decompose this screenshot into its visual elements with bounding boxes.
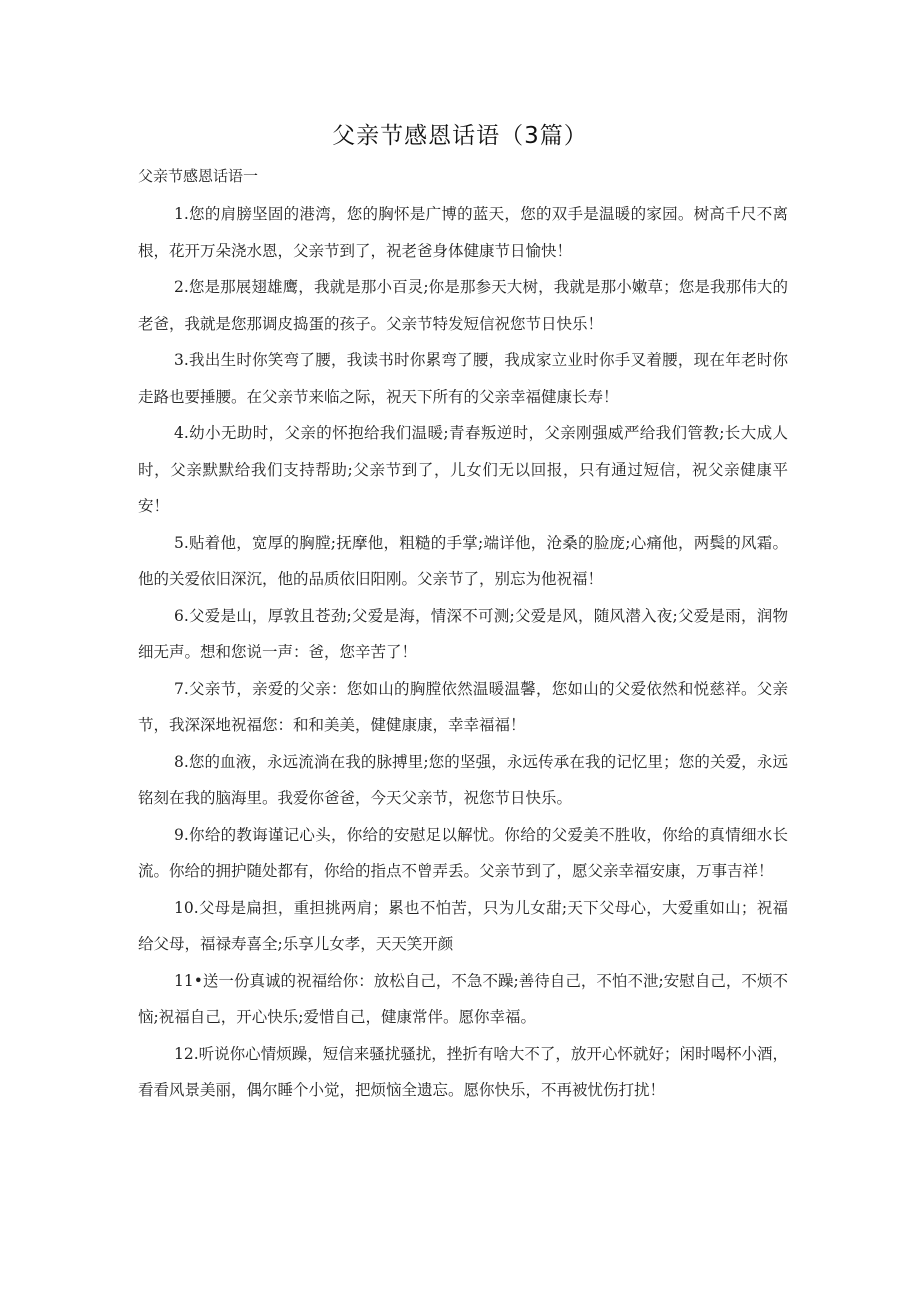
- paragraph-9: 9.你给的教诲谨记心头，你给的安慰足以解忧。你给的父爱美不胜收，你给的真情细水长流。你给的拥护随处都有，你给的指点不曾弄丢。父亲节到了，愿父亲幸福安康，万事吉祥！: [138, 825, 788, 880]
- paragraph-7: 7.父亲节，亲爱的父亲：您如山的胸膛依然温暖温馨，您如山的父爱依然和悦慈祥。父亲节，我深深地祝福您：和和美美，健健康康，幸幸福福！: [138, 679, 788, 734]
- paragraph-3: 3.我出生时你笑弯了腰，我读书时你累弯了腰，我成家立业时你手叉着腰，现在年老时你走路也要捶腰。在父亲节来临之际，祝天下所有的父亲幸福健康长寿！: [138, 351, 788, 406]
- paragraph-11: 11•送一份真诚的祝福给你：放松自己，不急不躁;善待自己，不怕不泄;安慰自己，不烦不恼;祝福自己，开心快乐;爱惜自己，健康常伴。愿你幸福。: [138, 971, 788, 1026]
- paragraph-10: 10.父母是扁担，重担挑两肩；累也不怕苦，只为儿女甜;天下父母心，大爱重如山；祝福给父母，福禄寿喜全;乐享儿女孝，天天笑开颜: [138, 898, 788, 953]
- paragraph-4: 4.幼小无助时，父亲的怀抱给我们温暖;青春叛逆时，父亲刚强威严给我们管教;长大成人时，父亲默默给我们支持帮助;父亲节到了，儿女们无以回报，只有通过短信，祝父亲健康平安！: [138, 424, 788, 515]
- paragraph-12: 12.听说你心情烦躁，短信来骚扰骚扰，挫折有啥大不了，放开心怀就好；闲时喝杯小酒，看看风景美丽，偶尔睡个小觉，把烦恼全遗忘。愿你快乐，不再被忧伤打扰！: [138, 1044, 788, 1099]
- paragraph-1: 1.您的肩膀坚固的港湾，您的胸怀是广博的蓝天，您的双手是温暖的家园。树高千尺不离根，花开万朵浇水恩，父亲节到了，祝老爸身体健康节日愉快！: [138, 205, 788, 260]
- paragraph-5: 5.贴着他，宽厚的胸膛;抚摩他，粗糙的手掌;端详他，沧桑的脸庞;心痛他，两鬓的风霜。他的关爱依旧深沉，他的品质依旧阳刚。父亲节了，别忘为他祝福！: [138, 533, 788, 588]
- document-title: 父亲节感恩话语（3篇）: [332, 123, 588, 149]
- document-body: [138, 196, 788, 1109]
- paragraph-6: 6.父爱是山，厚敦且苍劲;父爱是海，情深不可测;父爱是风，随风潜入夜;父爱是雨，润物细无声。想和您说一声：爸，您辛苦了！: [138, 606, 788, 661]
- paragraph-8: 8.您的血液，永远流淌在我的脉搏里;您的坚强，永远传承在我的记忆里；您的关爱，永远铭刻在我的脑海里。我爱你爸爸，今天父亲节，祝您节日快乐。: [138, 752, 788, 807]
- section-heading: 父亲节感恩话语一: [138, 167, 259, 185]
- paragraph-2: 2.您是那展翅雄鹰，我就是那小百灵;你是那参天大树，我就是那小嫩草；您是我那伟大的老爸，我就是您那调皮捣蛋的孩子。父亲节特发短信祝您节日快乐！: [138, 278, 788, 333]
